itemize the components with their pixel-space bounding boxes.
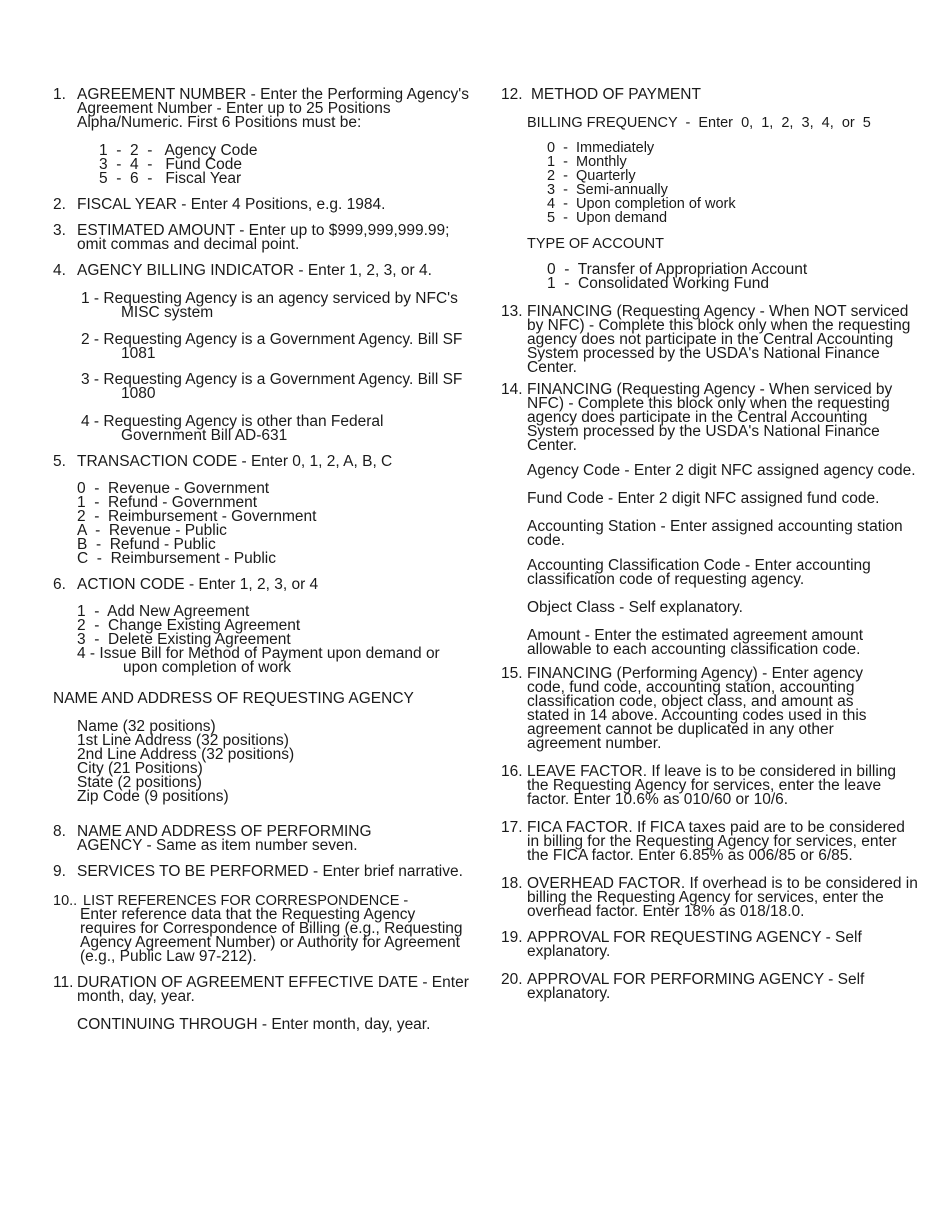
item-6 [53, 578, 473, 675]
address-line: State (2 positions) [77, 774, 202, 791]
item-8 [53, 825, 473, 853]
item-text: FICA FACTOR. If FICA taxes paid are to be considered in billing for the Requesting Agency for services, enter the FICA factor. Enter 6.85% as 006/85 or 6/85. [527, 819, 905, 864]
item-14 [501, 383, 921, 657]
item-number: 8. [53, 823, 66, 840]
item-7 [53, 692, 473, 804]
item-3 [53, 224, 473, 252]
code-list [77, 482, 473, 566]
code-list [99, 144, 473, 186]
account-code-list [547, 263, 921, 291]
item-number: 12. [501, 86, 523, 103]
classification-code-note: Accounting Classification Code - Enter accounting classification code of requesting agency. [527, 557, 871, 588]
code-line: 1 - Refund - Government [77, 494, 258, 511]
item-11 [53, 976, 473, 1032]
accounting-station-note: Accounting Station - Enter assigned accounting station code. [527, 518, 903, 549]
item-title: LIST REFERENCES FOR CORRESPONDENCE - [83, 893, 409, 909]
item-number: 20. [501, 971, 523, 988]
billing-option: 3 - Requesting Agency is a Government Agency. Bill SF 1080 [81, 371, 463, 402]
item-number: 16. [501, 763, 523, 780]
address-line: Zip Code (9 positions) [77, 788, 229, 805]
item-text: TRANSACTION CODE - Enter 0, 1, 2, A, B, C [77, 453, 393, 470]
object-class-note: Object Class - Self explanatory. [527, 599, 743, 616]
item-13 [501, 305, 921, 375]
item-text: LEAVE FACTOR. If leave is to be considered in billing the Requesting Agency for services, enter the leave factor. Enter 10.6% as 010/60 or 10/6. [527, 763, 897, 808]
billing-option: 2 - Requesting Agency is a Government Agency. Bill SF 1081 [81, 331, 463, 362]
item-text: Enter reference data that the Requesting Agency requires for Correspondence of Billing (e.g., Requesting Agency Agreement Number) or Authority for Agreement (e.g., Public Law 97-212). [80, 906, 463, 965]
item-text: FINANCING (Requesting Agency - When serviced by NFC) - Complete this block only when the requesting agency does participate in the Central Accounting System processed by the USDA's National Finance Center. [527, 381, 893, 454]
item-number: 6. [53, 576, 66, 593]
item-text: NAME AND ADDRESS OF PERFORMING AGENCY - Same as item number seven. [77, 823, 372, 854]
code-list [77, 605, 473, 675]
code-line: 3 - Semi-annually [547, 182, 668, 198]
item-number: 9. [53, 863, 66, 880]
code-line: 5 - 6 - Fiscal Year [99, 170, 242, 187]
item-number: 19. [501, 929, 523, 946]
item-text: FINANCING (Performing Agency) - Enter agency code, fund code, accounting station, accounting classification code, object class, and amount as stated in 14 above. Accounting codes used in this agreement cannot be duplicated in any other agreement number. [527, 665, 867, 752]
item-text: APPROVAL FOR REQUESTING AGENCY - Self explanatory. [527, 929, 862, 960]
item-number: 4. [53, 262, 66, 279]
code-line: 2 - Quarterly [547, 168, 636, 184]
code-line: B - Refund - Public [77, 536, 216, 553]
code-line: 1 - Consolidated Working Fund [547, 275, 769, 292]
item-text: FINANCING (Requesting Agency - When NOT serviced by NFC) - Complete this block only when the requesting agency does not participate in the Central Accounting System processed by the USDA's National Finance Center. [527, 303, 911, 376]
code-line: 5 - Upon demand [547, 210, 668, 226]
item-text: APPROVAL FOR PERFORMING AGENCY - Self explanatory. [527, 971, 865, 1002]
code-line: 1 - Monthly [547, 154, 627, 170]
code-line: 3 - Delete Existing Agreement [77, 631, 291, 648]
item-text-continuing: CONTINUING THROUGH - Enter month, day, year. [77, 1016, 431, 1033]
item-16 [501, 765, 921, 807]
item-number: 2. [53, 196, 66, 213]
item-19 [501, 931, 921, 959]
billing-option: 4 - Requesting Agency is other than Federal Government Bill AD-631 [81, 413, 384, 444]
item-18 [501, 877, 921, 919]
item-9 [53, 865, 473, 879]
item-number: 5. [53, 453, 66, 470]
item-text: ESTIMATED AMOUNT - Enter up to $999,999,999.99; omit commas and decimal point. [77, 222, 450, 253]
item-number: 1. [53, 86, 66, 103]
item-number: 15. [501, 665, 523, 682]
code-line: A - Revenue - Public [77, 522, 227, 539]
address-line: City (21 Positions) [77, 760, 203, 777]
right-column [501, 88, 921, 1001]
code-line: 4 - Issue Bill for Method of Payment upon demand or upon completion of work [77, 645, 440, 676]
item-12 [501, 88, 921, 291]
address-line: 1st Line Address (32 positions) [77, 732, 289, 749]
item-4 [53, 264, 473, 443]
section-heading: NAME AND ADDRESS OF REQUESTING AGENCY [53, 690, 414, 707]
code-line: 3 - 4 - Fund Code [99, 156, 243, 173]
agency-code-note: Agency Code - Enter 2 digit NFC assigned agency code. [527, 462, 916, 479]
item-text: DURATION OF AGREEMENT EFFECTIVE DATE - Enter month, day, year. [77, 974, 469, 1005]
code-line: 2 - Change Existing Agreement [77, 617, 301, 634]
item-number: 14. [501, 381, 523, 398]
left-column [53, 88, 473, 1032]
item-text: FISCAL YEAR - Enter 4 Positions, e.g. 1984. [77, 196, 386, 213]
item-number: 18. [501, 875, 523, 892]
item-text: ACTION CODE - Enter 1, 2, 3, or 4 [77, 576, 319, 593]
billing-option: 1 - Requesting Agency is an agency serviced by NFC's MISC system [81, 290, 458, 321]
item-number: 10.. [53, 893, 78, 909]
billing-code-list [547, 141, 921, 225]
item-20 [501, 973, 921, 1001]
item-number: 3. [53, 222, 66, 239]
item-text: AGREEMENT NUMBER - Enter the Performing Agency's Agreement Number - Enter up to 25 Positions Alpha/Numeric. First 6 Positions must be: [77, 86, 470, 131]
code-line: 0 - Revenue - Government [77, 480, 270, 497]
item-text: SERVICES TO BE PERFORMED - Enter brief narrative. [77, 863, 463, 880]
item-1 [53, 88, 473, 186]
billing-frequency-label: BILLING FREQUENCY - Enter 0, 1, 2, 3, 4, or 5 [527, 115, 871, 131]
code-line: 4 - Upon completion of work [547, 196, 736, 212]
item-2 [53, 198, 473, 212]
item-15 [501, 667, 921, 751]
address-line: 2nd Line Address (32 positions) [77, 746, 295, 763]
item-text: AGENCY BILLING INDICATOR - Enter 1, 2, 3, or 4. [77, 262, 432, 279]
address-line: Name (32 positions) [77, 718, 216, 735]
item-5 [53, 455, 473, 566]
item-number: 17. [501, 819, 523, 836]
fund-code-note: Fund Code - Enter 2 digit NFC assigned fund code. [527, 490, 880, 507]
code-line: 2 - Reimbursement - Government [77, 508, 317, 525]
item-number: 11. [53, 974, 74, 991]
code-line: 1 - Add New Agreement [77, 603, 250, 620]
item-text: OVERHEAD FACTOR. If overhead is to be considered in billing the Requesting Agency for services, enter the overhead factor. Enter 18% as 018/18.0. [527, 875, 918, 920]
code-line: 1 - 2 - Agency Code [99, 142, 258, 159]
code-line: 0 - Transfer of Appropriation Account [547, 261, 808, 278]
account-type-label: TYPE OF ACCOUNT [527, 236, 664, 252]
item-text: METHOD OF PAYMENT [531, 86, 701, 103]
item-10 [53, 894, 473, 964]
address-fields [77, 720, 473, 804]
code-line: C - Reimbursement - Public [77, 550, 276, 567]
code-line: 0 - Immediately [547, 140, 655, 156]
amount-note: Amount - Enter the estimated agreement amount allowable to each accounting classification code. [527, 627, 864, 658]
item-number: 13. [501, 303, 523, 320]
item-17 [501, 821, 921, 863]
